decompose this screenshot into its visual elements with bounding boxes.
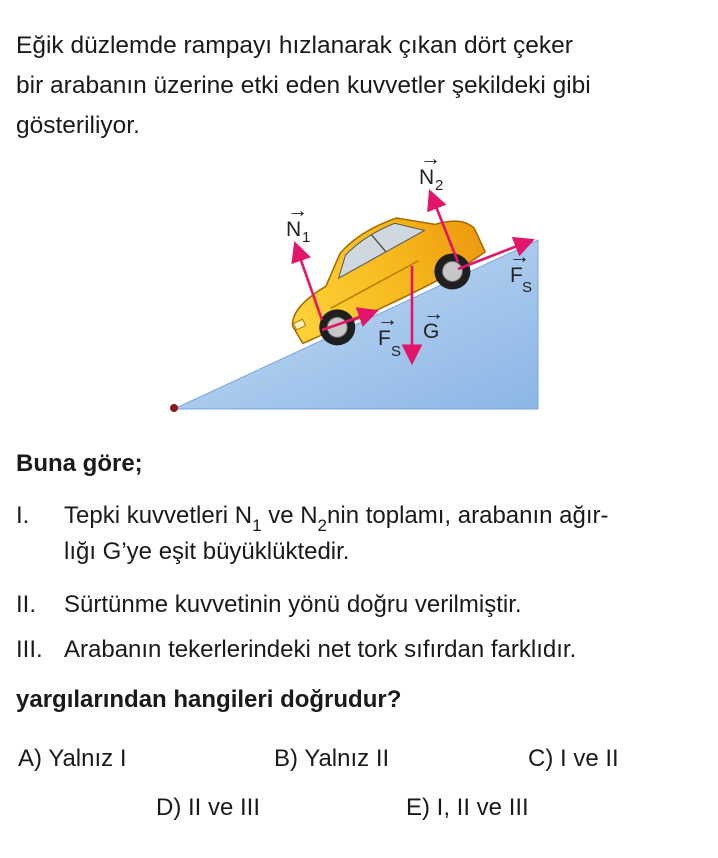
intro-line-2: bir arabanın üzerine etki eden kuvvetler şekildeki gibi bbox=[16, 72, 591, 99]
statement-1-sub2: 2 bbox=[317, 516, 328, 535]
option-c[interactable]: C) I ve II bbox=[528, 745, 619, 772]
statement-1-text-b: ve N bbox=[261, 502, 318, 529]
statement-1 bbox=[16, 498, 706, 570]
intro-line-1: Eğik düzlemde rampayı hızlanarak çıkan dört çeker bbox=[16, 32, 573, 59]
option-e[interactable]: E) I, II ve III bbox=[406, 794, 529, 821]
svg-text:N: N bbox=[419, 166, 435, 189]
statement-3 bbox=[16, 632, 706, 668]
statement-2 bbox=[16, 587, 706, 623]
option-a[interactable]: A) Yalnız I bbox=[18, 745, 127, 772]
svg-text:→: → bbox=[423, 302, 444, 325]
svg-text:N: N bbox=[286, 218, 302, 241]
statement-1-line-2: lığı G’ye eşit büyüklüktedir. bbox=[64, 538, 350, 565]
statement-1-num: I. bbox=[16, 502, 30, 529]
statement-2-text: Sürtünme kuvvetinin yönü doğru verilmiştir. bbox=[64, 591, 522, 618]
prompt-heading: Buna göre; bbox=[16, 450, 143, 477]
label-n1 bbox=[286, 199, 310, 246]
statement-3-text: Arabanın tekerlerindeki net tork sıfırdan farklıdır. bbox=[64, 636, 577, 663]
svg-text:F: F bbox=[378, 327, 391, 350]
svg-text:→: → bbox=[287, 199, 308, 222]
option-d[interactable]: D) II ve III bbox=[156, 794, 261, 821]
label-n2 bbox=[419, 147, 443, 194]
svg-text:F: F bbox=[510, 264, 523, 287]
svg-text:S: S bbox=[522, 279, 533, 296]
option-b[interactable]: B) Yalnız II bbox=[274, 745, 390, 772]
intro-line-3: gösteriliyor. bbox=[16, 112, 140, 139]
svg-text:→: → bbox=[509, 245, 530, 268]
statement-1-text-a: Tepki kuvvetleri N bbox=[64, 502, 253, 529]
statement-1-sub1: 1 bbox=[252, 516, 262, 535]
question-text: yargılarından hangileri doğrudur? bbox=[16, 686, 402, 713]
statement-2-num: II. bbox=[16, 591, 37, 618]
statement-1-text-c: nin toplamı, arabanın ağır- bbox=[327, 502, 609, 529]
svg-text:2: 2 bbox=[435, 177, 444, 194]
svg-text:→: → bbox=[420, 147, 441, 170]
svg-text:→: → bbox=[377, 308, 398, 331]
svg-text:G: G bbox=[423, 320, 440, 343]
svg-text:1: 1 bbox=[302, 229, 311, 246]
svg-text:S: S bbox=[391, 343, 402, 360]
ramp-corner-dot bbox=[170, 404, 178, 412]
statement-3-num: III. bbox=[16, 636, 43, 663]
